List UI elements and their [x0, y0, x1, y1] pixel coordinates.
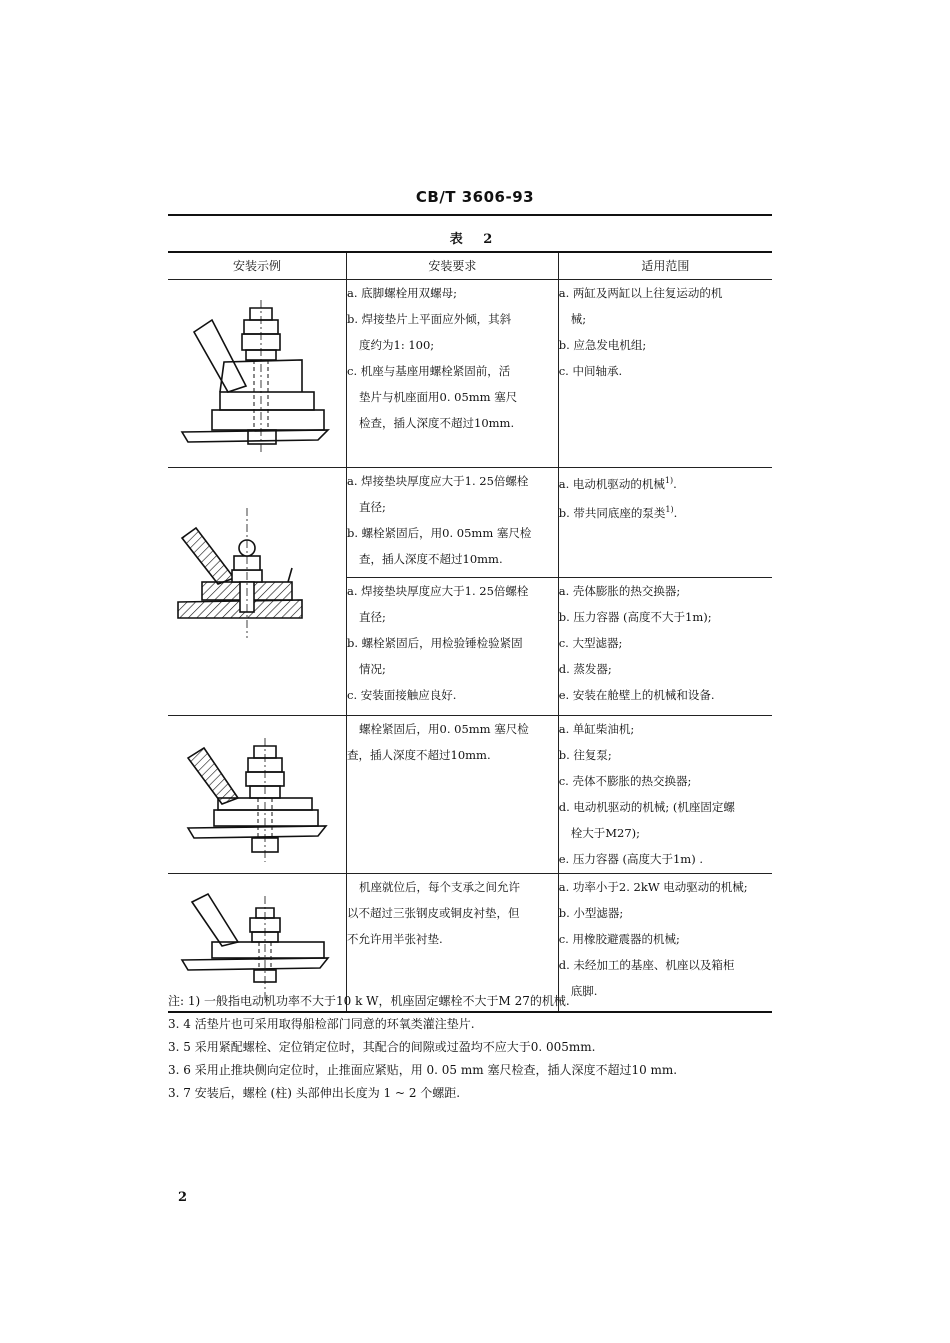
table-caption: 表 2: [449, 232, 501, 247]
table-row: [168, 716, 772, 874]
scope-text: e. 压力容器 (高度大于1m) .: [558, 852, 704, 866]
scope-text: d. 蒸发器;: [558, 662, 612, 676]
scope-text: b. 带共同底座的泵类$^{1)}$.: [558, 504, 678, 520]
requirements-cell: [347, 468, 559, 578]
requirement-text: 检查，插人深度不超过10mm.: [359, 416, 515, 430]
notes-block: [168, 990, 788, 1105]
requirement-text: b. 焊接垫片上平面应外倾，其斜: [347, 312, 512, 326]
clause-3-5: 3. 5 采用紧配螺栓、定位销定位时，其配合的间隙或过盈均不应大于0. 005mm.: [168, 1040, 596, 1054]
double-nut-shim-figure: [168, 716, 346, 872]
scope-text: b. 应急发电机组;: [558, 338, 647, 352]
figure-cell: [168, 468, 347, 716]
scope-text: c. 用橡胶避震器的机械;: [558, 932, 680, 946]
standard-code: CB/T 3606-93: [415, 188, 535, 206]
requirement-text: a. 焊接垫块厚度应大于1. 25倍螺栓: [347, 584, 529, 598]
scope-text: 栓大于M27);: [570, 826, 641, 840]
scope-text: c. 大型滤器;: [558, 636, 623, 650]
table-row: [168, 280, 772, 468]
scope-text: b. 小型滤器;: [558, 906, 624, 920]
requirement-text: 以不超过三张钢皮或铜皮衬垫，但: [347, 906, 520, 920]
requirement-text: 不允许用半张衬垫.: [347, 932, 443, 946]
welded-block-bolt-figure: [168, 468, 346, 708]
scope-cell: [558, 468, 772, 578]
scope-text: a. 单缸柴油机;: [558, 722, 635, 736]
scope-cell: [558, 716, 772, 874]
scope-text: c. 中间轴承.: [558, 364, 623, 378]
figure-cell: [168, 280, 347, 468]
requirements-cell: [347, 716, 559, 874]
double-nut-bolt-figure: [168, 280, 346, 466]
scope-text: c. 壳体不膨胀的热交换器;: [558, 774, 692, 788]
requirements-cell: [347, 280, 559, 468]
requirement-text: 螺栓紧固后，用0. 05mm 塞尺检: [359, 722, 529, 736]
requirement-text: 度约为1: 100;: [359, 338, 435, 352]
col-header-requirements: 安装要求: [347, 252, 559, 280]
clause-3-4: 3. 4 活垫片也可采用取得船检部门同意的环氧类灌注垫片.: [168, 1017, 475, 1031]
requirement-text: 情况;: [359, 662, 386, 676]
figure-cell: [168, 716, 347, 874]
requirements-cell: [347, 578, 559, 716]
scope-text: 底脚.: [570, 984, 598, 998]
col-header-example: 安装示例: [168, 252, 347, 280]
requirement-text: a. 底脚螺栓用双螺母;: [347, 286, 458, 300]
scope-text: d. 电动机驱动的机械; (机座固定螺: [558, 800, 735, 814]
requirement-text: a. 焊接垫块厚度应大于1. 25倍螺栓: [347, 474, 529, 488]
requirement-text: 查，插人深度不超过10mm.: [359, 552, 503, 566]
scope-text: b. 压力容器 (高度不大于1m);: [558, 610, 712, 624]
scope-text: a. 壳体膨胀的热交换器;: [558, 584, 681, 598]
scope-text: a. 电动机驱动的机械$^{1)}$.: [558, 476, 677, 491]
table-row: [168, 468, 772, 578]
scope-text: a. 两缸及两缸以上往复运动的机: [558, 286, 723, 300]
clause-3-6: 3. 6 采用止推块侧向定位时，止推面应紧贴，用 0. 05 mm 塞尺检查，插人深度不超过10 mm.: [168, 1063, 678, 1077]
scope-text: d. 未经加工的基座、机座以及箱柜: [558, 958, 735, 972]
header-rule: [168, 214, 772, 216]
table-header-row: [168, 252, 772, 280]
requirement-text: 垫片与机座面用0. 05mm 塞尺: [359, 390, 518, 404]
install-table: [168, 251, 772, 1013]
requirement-text: c. 机座与基座用螺栓紧固前，活: [347, 364, 511, 378]
clause-3-7: 3. 7 安装后，螺栓 (柱) 头部伸出长度为 1 ~ 2 个螺距.: [168, 1086, 461, 1100]
scope-cell: [558, 578, 772, 716]
scope-text: 械;: [570, 312, 587, 326]
requirement-text: c. 安装面接触应良好.: [347, 688, 457, 702]
scope-text: a. 功率小于2. 2kW 电动驱动的机械;: [558, 880, 748, 894]
requirement-text: b. 螺栓紧固后，用检验锤检验紧固: [347, 636, 523, 650]
requirement-text: 直径;: [359, 610, 386, 624]
scope-text: b. 往复泵;: [558, 748, 612, 762]
scope-text: e. 安装在舱壁上的机械和设备.: [558, 688, 715, 702]
col-header-scope: 适用范围: [558, 252, 772, 280]
requirement-text: 查，插人深度不超过10mm.: [347, 748, 491, 762]
table-footnote: 注: 1) 一般指电动机功率不大于10 k W，机座固定螺栓不大于M 27的机械.: [168, 994, 570, 1008]
page-number: 2: [178, 1190, 188, 1205]
requirement-text: b. 螺栓紧固后，用0. 05mm 塞尺检: [347, 526, 532, 540]
requirement-text: 机座就位后，每个支承之间允许: [359, 880, 520, 894]
requirement-text: 直径;: [359, 500, 386, 514]
scope-cell: [558, 280, 772, 468]
